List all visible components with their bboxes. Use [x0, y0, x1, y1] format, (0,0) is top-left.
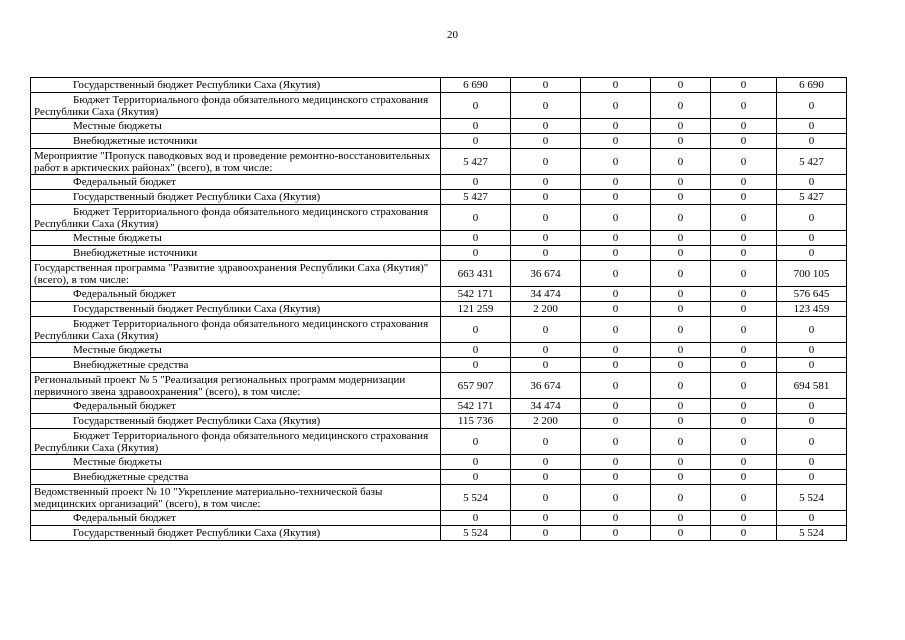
value-cell: 0 — [651, 511, 711, 526]
value-cell: 0 — [581, 429, 651, 455]
value-cell: 0 — [711, 511, 777, 526]
value-cell: 0 — [581, 287, 651, 302]
value-cell: 0 — [777, 205, 847, 231]
value-cell: 0 — [511, 455, 581, 470]
value-cell: 0 — [711, 287, 777, 302]
value-cell: 2 200 — [511, 302, 581, 317]
value-cell: 0 — [511, 190, 581, 205]
value-cell: 0 — [651, 205, 711, 231]
value-cell: 0 — [651, 175, 711, 190]
table-body — [31, 78, 847, 541]
value-cell: 0 — [511, 93, 581, 119]
value-cell: 0 — [711, 343, 777, 358]
value-cell: 5 427 — [777, 149, 847, 175]
value-cell: 0 — [651, 373, 711, 399]
value-cell: 0 — [581, 175, 651, 190]
value-cell: 121 259 — [441, 302, 511, 317]
value-cell: 115 736 — [441, 414, 511, 429]
value-cell: 0 — [711, 358, 777, 373]
value-cell: 0 — [651, 302, 711, 317]
value-cell: 5 427 — [441, 190, 511, 205]
value-cell: 0 — [511, 526, 581, 541]
value-cell: 0 — [777, 511, 847, 526]
value-cell: 0 — [777, 93, 847, 119]
table-row — [31, 261, 847, 287]
value-cell: 657 907 — [441, 373, 511, 399]
value-cell: 0 — [711, 93, 777, 119]
value-cell: 0 — [711, 205, 777, 231]
value-cell: 0 — [711, 526, 777, 541]
table-row — [31, 455, 847, 470]
value-cell: 0 — [441, 134, 511, 149]
value-cell: 0 — [711, 175, 777, 190]
value-cell: 2 200 — [511, 414, 581, 429]
value-cell: 0 — [711, 78, 777, 93]
value-cell: 0 — [651, 78, 711, 93]
value-cell: 0 — [441, 246, 511, 261]
value-cell: 0 — [777, 246, 847, 261]
table-row — [31, 119, 847, 134]
value-cell: 0 — [711, 302, 777, 317]
value-cell: 0 — [651, 119, 711, 134]
value-cell: 0 — [511, 317, 581, 343]
value-cell: 700 105 — [777, 261, 847, 287]
row-label: Государственная программа "Развитие здравоохранения Республики Саха (Якутия)" (всего), в том числе: — [31, 261, 441, 287]
value-cell: 36 674 — [511, 261, 581, 287]
value-cell: 0 — [511, 429, 581, 455]
value-cell: 0 — [651, 190, 711, 205]
value-cell: 0 — [651, 287, 711, 302]
row-label: Мероприятие "Пропуск паводковых вод и проведение ремонтно-восстановительных работ в арктических районах" (всего), в том числе: — [31, 149, 441, 175]
table-row — [31, 93, 847, 119]
value-cell: 0 — [651, 429, 711, 455]
row-label: Внебюджетные источники — [31, 246, 441, 261]
table-row — [31, 526, 847, 541]
value-cell: 0 — [711, 317, 777, 343]
value-cell: 0 — [711, 414, 777, 429]
value-cell: 0 — [777, 317, 847, 343]
value-cell: 123 459 — [777, 302, 847, 317]
table-row — [31, 373, 847, 399]
row-label: Местные бюджеты — [31, 119, 441, 134]
value-cell: 36 674 — [511, 373, 581, 399]
value-cell: 0 — [581, 373, 651, 399]
value-cell: 0 — [441, 317, 511, 343]
value-cell: 0 — [581, 358, 651, 373]
value-cell: 0 — [581, 485, 651, 511]
row-label: Государственный бюджет Республики Саха (Якутия) — [31, 414, 441, 429]
value-cell: 5 524 — [777, 485, 847, 511]
value-cell: 0 — [581, 526, 651, 541]
value-cell: 0 — [651, 231, 711, 246]
value-cell: 0 — [511, 175, 581, 190]
value-cell: 0 — [511, 134, 581, 149]
value-cell: 5 524 — [777, 526, 847, 541]
value-cell: 0 — [711, 455, 777, 470]
value-cell: 0 — [441, 511, 511, 526]
value-cell: 0 — [581, 231, 651, 246]
row-label: Местные бюджеты — [31, 231, 441, 246]
value-cell: 0 — [651, 358, 711, 373]
value-cell: 0 — [441, 93, 511, 119]
row-label: Государственный бюджет Республики Саха (Якутия) — [31, 78, 441, 93]
value-cell: 0 — [581, 414, 651, 429]
value-cell: 542 171 — [441, 399, 511, 414]
value-cell: 663 431 — [441, 261, 511, 287]
value-cell: 0 — [581, 190, 651, 205]
value-cell: 0 — [651, 526, 711, 541]
value-cell: 0 — [777, 343, 847, 358]
value-cell: 0 — [777, 429, 847, 455]
value-cell: 0 — [581, 93, 651, 119]
value-cell: 0 — [511, 231, 581, 246]
value-cell: 694 581 — [777, 373, 847, 399]
value-cell: 0 — [581, 261, 651, 287]
row-label: Бюджет Территориального фонда обязательного медицинского страхования Республики Саха (Якутия) — [31, 429, 441, 455]
value-cell: 0 — [777, 134, 847, 149]
value-cell: 0 — [711, 470, 777, 485]
value-cell: 0 — [711, 485, 777, 511]
value-cell: 0 — [441, 119, 511, 134]
value-cell: 34 474 — [511, 287, 581, 302]
value-cell: 5 524 — [441, 526, 511, 541]
table-row — [31, 429, 847, 455]
value-cell: 0 — [581, 455, 651, 470]
value-cell: 5 427 — [777, 190, 847, 205]
table-row — [31, 149, 847, 175]
value-cell: 0 — [511, 149, 581, 175]
value-cell: 6 690 — [777, 78, 847, 93]
value-cell: 0 — [651, 343, 711, 358]
value-cell: 0 — [581, 470, 651, 485]
value-cell: 0 — [581, 149, 651, 175]
table-row — [31, 78, 847, 93]
value-cell: 0 — [511, 246, 581, 261]
value-cell: 0 — [511, 343, 581, 358]
table-row — [31, 399, 847, 414]
value-cell: 0 — [651, 455, 711, 470]
value-cell: 0 — [441, 175, 511, 190]
page-number: 20 — [447, 29, 458, 41]
value-cell: 0 — [441, 343, 511, 358]
row-label: Бюджет Территориального фонда обязательного медицинского страхования Республики Саха (Якутия) — [31, 205, 441, 231]
table-row — [31, 343, 847, 358]
table-row — [31, 414, 847, 429]
value-cell: 6 690 — [441, 78, 511, 93]
value-cell: 0 — [651, 149, 711, 175]
value-cell: 5 427 — [441, 149, 511, 175]
value-cell: 0 — [777, 231, 847, 246]
table-row — [31, 205, 847, 231]
table-row — [31, 470, 847, 485]
value-cell: 0 — [511, 78, 581, 93]
value-cell: 0 — [441, 455, 511, 470]
row-label: Федеральный бюджет — [31, 511, 441, 526]
value-cell: 0 — [777, 470, 847, 485]
value-cell: 34 474 — [511, 399, 581, 414]
row-label: Внебюджетные средства — [31, 358, 441, 373]
value-cell: 0 — [777, 399, 847, 414]
value-cell: 0 — [441, 358, 511, 373]
row-label: Внебюджетные средства — [31, 470, 441, 485]
row-label: Региональный проект № 5 "Реализация региональных программ модернизации первичного звена здравоохранения" (всего), в том числе: — [31, 373, 441, 399]
row-label: Государственный бюджет Республики Саха (Якутия) — [31, 526, 441, 541]
value-cell: 0 — [711, 231, 777, 246]
value-cell: 542 171 — [441, 287, 511, 302]
value-cell: 0 — [651, 317, 711, 343]
value-cell: 0 — [711, 149, 777, 175]
row-label: Бюджет Территориального фонда обязательного медицинского страхования Республики Саха (Якутия) — [31, 93, 441, 119]
value-cell: 0 — [777, 175, 847, 190]
value-cell: 0 — [581, 205, 651, 231]
row-label: Внебюджетные источники — [31, 134, 441, 149]
value-cell: 0 — [711, 399, 777, 414]
value-cell: 0 — [711, 134, 777, 149]
row-label: Федеральный бюджет — [31, 175, 441, 190]
table-row — [31, 134, 847, 149]
row-label: Местные бюджеты — [31, 343, 441, 358]
value-cell: 0 — [777, 119, 847, 134]
value-cell: 0 — [777, 414, 847, 429]
value-cell: 0 — [711, 190, 777, 205]
value-cell: 0 — [711, 119, 777, 134]
value-cell: 576 645 — [777, 287, 847, 302]
value-cell: 0 — [511, 511, 581, 526]
value-cell: 0 — [651, 134, 711, 149]
value-cell: 0 — [711, 373, 777, 399]
value-cell: 0 — [581, 317, 651, 343]
value-cell: 5 524 — [441, 485, 511, 511]
table-row — [31, 302, 847, 317]
value-cell: 0 — [581, 302, 651, 317]
value-cell: 0 — [581, 511, 651, 526]
value-cell: 0 — [581, 119, 651, 134]
table-row — [31, 175, 847, 190]
value-cell: 0 — [511, 358, 581, 373]
value-cell: 0 — [441, 205, 511, 231]
row-label: Государственный бюджет Республики Саха (Якутия) — [31, 190, 441, 205]
row-label: Местные бюджеты — [31, 455, 441, 470]
value-cell: 0 — [651, 246, 711, 261]
value-cell: 0 — [651, 93, 711, 119]
value-cell: 0 — [511, 485, 581, 511]
row-label: Ведомственный проект № 10 "Укрепление материально-технической базы медицинских организаций" (всего), в том числе: — [31, 485, 441, 511]
value-cell: 0 — [511, 470, 581, 485]
row-label: Федеральный бюджет — [31, 287, 441, 302]
value-cell: 0 — [777, 455, 847, 470]
table-row — [31, 317, 847, 343]
value-cell: 0 — [651, 261, 711, 287]
value-cell: 0 — [651, 485, 711, 511]
value-cell: 0 — [651, 399, 711, 414]
table-row — [31, 246, 847, 261]
table-row — [31, 358, 847, 373]
table-row — [31, 287, 847, 302]
value-cell: 0 — [511, 205, 581, 231]
value-cell: 0 — [711, 246, 777, 261]
row-label: Федеральный бюджет — [31, 399, 441, 414]
value-cell: 0 — [441, 429, 511, 455]
value-cell: 0 — [581, 78, 651, 93]
value-cell: 0 — [581, 399, 651, 414]
value-cell: 0 — [441, 470, 511, 485]
value-cell: 0 — [581, 134, 651, 149]
value-cell: 0 — [651, 470, 711, 485]
value-cell: 0 — [581, 343, 651, 358]
row-label: Государственный бюджет Республики Саха (Якутия) — [31, 302, 441, 317]
row-label: Бюджет Территориального фонда обязательного медицинского страхования Республики Саха (Якутия) — [31, 317, 441, 343]
table-row — [31, 190, 847, 205]
value-cell: 0 — [651, 414, 711, 429]
value-cell: 0 — [441, 231, 511, 246]
value-cell: 0 — [711, 261, 777, 287]
value-cell: 0 — [777, 358, 847, 373]
value-cell: 0 — [511, 119, 581, 134]
value-cell: 0 — [711, 429, 777, 455]
budget-table — [30, 77, 847, 541]
table-row — [31, 231, 847, 246]
table-row — [31, 511, 847, 526]
value-cell: 0 — [581, 246, 651, 261]
table-row — [31, 485, 847, 511]
